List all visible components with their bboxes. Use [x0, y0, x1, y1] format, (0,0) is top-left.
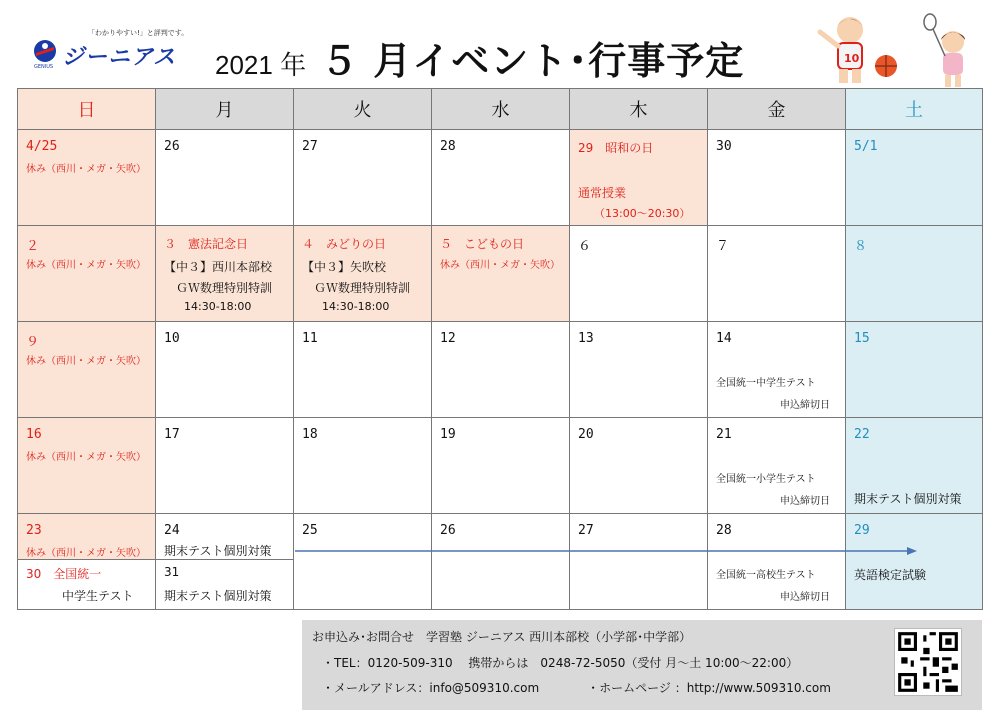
day-cell	[294, 130, 432, 226]
period-arrow-icon	[295, 547, 920, 555]
footer-line-2: ・TEL：0120-509-310 携帯からは 0248-72-5050（受付 月～土 10:00～22:00）	[322, 656, 799, 670]
calendar-table	[17, 88, 983, 610]
event-text: 全国統一高校生テスト	[716, 570, 816, 581]
holiday-label: 29 昭和の日	[578, 141, 654, 155]
event-text: 通常授業	[578, 186, 627, 200]
day-number: ８	[854, 239, 868, 254]
event-text: 期末テスト個別対策	[164, 544, 272, 558]
day-number: 20	[578, 427, 594, 442]
day-note: 休み（西川・メガ・矢吹）	[26, 164, 146, 175]
day-cell	[294, 418, 432, 514]
day-cell	[156, 418, 294, 514]
qr-code-icon	[894, 628, 962, 696]
day-cell	[846, 130, 983, 226]
day-cell	[432, 130, 570, 226]
split-cell-top	[156, 514, 293, 559]
day-number: 11	[302, 331, 318, 346]
event-text: 申込締切日	[780, 496, 830, 507]
title-year: 2021 年	[215, 50, 307, 80]
day-cell	[432, 322, 570, 418]
footer-line-1: お申込み･お問合せ 学習塾 ジーニアス 西川本部校（小学部･中学部）	[312, 630, 692, 644]
day-cell	[570, 130, 708, 226]
event-time: 14:30-18:00	[322, 300, 390, 313]
event-text: 全国統一小学生テスト	[716, 474, 816, 485]
weekday-sunday: 日	[18, 89, 156, 130]
event-text: 申込締切日	[780, 400, 830, 411]
weekday-tuesday: 火	[294, 89, 432, 130]
logo-tagline: 「わかりやすい!」と評判です。	[88, 29, 189, 37]
holiday-label: ４ みどりの日	[302, 237, 387, 251]
week-row	[18, 322, 983, 418]
day-number: 28	[440, 139, 456, 154]
event-text: 全国統一中学生テスト	[716, 378, 816, 389]
day-number: 16	[26, 427, 42, 442]
day-number: 5/1	[854, 139, 878, 154]
day-cell	[156, 130, 294, 226]
event-text: 【中３】西川本部校	[164, 260, 273, 274]
day-number: 10	[164, 331, 180, 346]
day-number: 14	[716, 331, 732, 346]
day-cell	[432, 418, 570, 514]
day-number: 22	[854, 427, 870, 442]
day-cell	[294, 322, 432, 418]
day-cell	[708, 322, 846, 418]
day-cell	[18, 226, 156, 322]
day-number: 15	[854, 331, 870, 346]
day-cell	[570, 418, 708, 514]
event-text: 申込締切日	[780, 592, 830, 603]
kids-illustration-icon	[808, 10, 978, 90]
day-number: 28	[716, 523, 732, 538]
day-cell	[570, 514, 708, 610]
day-number: ９	[26, 335, 40, 350]
day-cell	[18, 514, 156, 610]
day-number: 31	[164, 565, 180, 579]
event-text: 期末テスト個別対策	[164, 589, 272, 603]
split-cell-top	[18, 514, 155, 559]
day-cell	[708, 130, 846, 226]
event-time: 14:30-18:00	[184, 300, 252, 313]
logo	[30, 28, 189, 72]
contact-footer	[302, 620, 982, 710]
event-text: 中学生テスト	[62, 589, 134, 603]
weekday-wednesday: 水	[432, 89, 570, 130]
day-number: 18	[302, 427, 318, 442]
day-cell	[156, 514, 294, 610]
day-number: 27	[578, 523, 594, 538]
day-cell	[708, 514, 846, 610]
footer-line-3: ・メールアドレス：info@509310.com ・ホームページ ：http://www.509310.com	[322, 681, 831, 695]
week-row	[18, 130, 983, 226]
day-number: 29	[854, 523, 870, 538]
day-number: ７	[716, 239, 730, 254]
logo-name: ジーニアス	[62, 45, 177, 70]
event-text: 期末テスト個別対策	[854, 492, 962, 506]
page-title	[215, 30, 744, 85]
day-cell	[708, 226, 846, 322]
day-number: 17	[164, 427, 180, 442]
day-number: 30	[716, 139, 732, 154]
weekday-monday: 月	[156, 89, 294, 130]
week-row	[18, 514, 983, 610]
logo-mark-icon	[32, 38, 58, 64]
day-note: 休み（西川・メガ・矢吹）	[26, 452, 146, 463]
day-cell	[708, 418, 846, 514]
event-text: ＧＷ数理特別特訓	[314, 281, 411, 295]
day-cell	[846, 226, 983, 322]
holiday-label: ３ 憲法記念日	[164, 237, 249, 251]
day-cell	[18, 322, 156, 418]
day-cell	[432, 514, 570, 610]
event-text: ＧＷ数理特別特訓	[176, 281, 273, 295]
event-text: 30 全国統一	[26, 567, 102, 581]
split-cell-bottom	[156, 559, 293, 609]
event-text: 【中３】矢吹校	[302, 260, 387, 274]
day-number: 13	[578, 331, 594, 346]
day-note: 休み（西川・メガ・矢吹）	[440, 260, 560, 271]
day-number: ６	[578, 239, 592, 254]
day-number: 19	[440, 427, 456, 442]
split-cell-bottom	[18, 559, 155, 609]
day-note: 休み（西川・メガ・矢吹）	[26, 548, 146, 559]
day-cell	[432, 226, 570, 322]
weekday-thursday: 木	[570, 89, 708, 130]
week-row	[18, 418, 983, 514]
weekday-friday: 金	[708, 89, 846, 130]
day-cell	[156, 226, 294, 322]
logo-sub: GENIUS	[34, 64, 54, 70]
weekday-saturday: 土	[846, 89, 983, 130]
week-row	[18, 226, 983, 322]
day-number: 26	[164, 139, 180, 154]
day-cell	[18, 418, 156, 514]
day-cell	[846, 322, 983, 418]
day-cell	[156, 322, 294, 418]
day-cell	[570, 226, 708, 322]
day-cell	[294, 226, 432, 322]
day-note: 休み（西川・メガ・矢吹）	[26, 260, 146, 271]
holiday-label: ５ こどもの日	[440, 237, 525, 251]
event-time: （13:00～20:30）	[594, 207, 691, 220]
day-number: 27	[302, 139, 318, 154]
day-cell	[846, 514, 983, 610]
title-main: ５ 月イベント･行事予定	[320, 39, 745, 83]
day-number: 26	[440, 523, 456, 538]
day-number: 25	[302, 523, 318, 538]
day-number: 24	[164, 523, 180, 538]
day-number: 4/25	[26, 139, 58, 154]
day-note: 休み（西川・メガ・矢吹）	[26, 356, 146, 367]
day-number: 23	[26, 523, 42, 538]
day-number: ２	[26, 239, 40, 254]
day-number: 12	[440, 331, 456, 346]
day-cell	[846, 418, 983, 514]
event-text: 英語検定試験	[854, 568, 927, 582]
day-cell	[570, 322, 708, 418]
svg-text:10: 10	[844, 52, 860, 65]
weekday-header-row	[18, 89, 983, 130]
day-number: 21	[716, 427, 732, 442]
day-cell	[18, 130, 156, 226]
day-cell	[294, 514, 432, 610]
